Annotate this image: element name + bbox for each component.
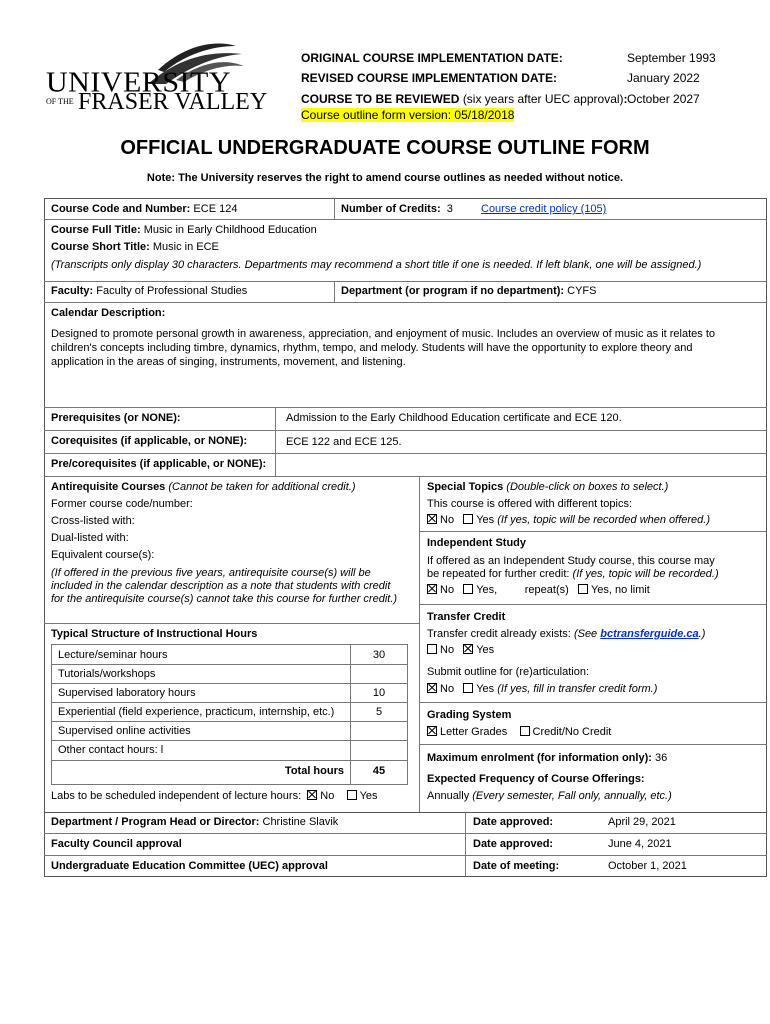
form-version: Course outline form version: 05/18/2018: [301, 108, 515, 122]
review-date-note: (six years after UEC approval): [462, 92, 624, 106]
transfer-no-checkbox[interactable]: [427, 644, 437, 654]
department-value[interactable]: CYFS: [567, 285, 597, 297]
faculty: [51, 285, 247, 299]
hours-row-label: Experiential (field experience, practicum, internship, etc.): [58, 706, 335, 718]
special-no-label: No: [440, 514, 455, 526]
independent-no-label: No: [440, 584, 455, 596]
max-enrolment: [427, 752, 667, 766]
equivalent-courses: Equivalent course(s):: [51, 549, 155, 561]
independent-yes-label: Yes,: [476, 584, 498, 596]
transfer-submit-label: Submit outline for (re)articulation:: [427, 666, 590, 678]
frequency-value[interactable]: Annually: [427, 790, 470, 802]
transfer-exists-options: [427, 644, 494, 658]
original-date-label: ORIGINAL COURSE IMPLEMENTATION DATE:: [301, 51, 563, 65]
approval-right-label: Date of meeting:: [473, 860, 560, 872]
special-yes-checkbox[interactable]: [463, 514, 473, 524]
hours-row-value[interactable]: 30: [372, 649, 386, 661]
special-topics-line: This course is offered with different topics:: [427, 498, 633, 510]
coreq-label: Corequisites (if applicable, or NONE):: [51, 435, 248, 447]
dual-listed: Dual-listed with:: [51, 532, 129, 544]
transfer-submit-options: [427, 683, 657, 697]
approval-left-label: Department / Program Head or Director:: [51, 816, 260, 828]
special-no-checkbox[interactable]: [427, 514, 437, 524]
revised-date-label: REVISED COURSE IMPLEMENTATION DATE:: [301, 71, 558, 85]
credits: [341, 203, 453, 217]
calendar-description[interactable]: Designed to promote personal growth in awareness, appreciation, and enjoyment of music. Includes an overview of music as it relates to children's concepts including timbre, dynamics, rhythm, tempo, and melody. Students will have the opportunity to explore theory and application in the areas of singing, instruments, movement, and listening.: [51, 328, 716, 368]
independent-nolimit-label: Yes, no limit: [590, 584, 650, 596]
full-title: [51, 224, 317, 238]
approval-right-label: Date approved:: [473, 838, 554, 850]
calendar-label: Calendar Description:: [51, 307, 166, 319]
transfer-exists-label: Transfer credit already exists:: [427, 628, 571, 640]
hours-row-value[interactable]: 10: [372, 687, 386, 699]
credits-value[interactable]: 3: [446, 203, 453, 215]
independent-nolimit-checkbox[interactable]: [578, 584, 588, 594]
transfer-credit-label: Transfer Credit: [427, 611, 506, 623]
letter-grades-checkbox[interactable]: [427, 726, 437, 736]
full-title-label: Course Full Title:: [51, 224, 141, 236]
transfer-see-text: (See: [573, 628, 598, 640]
original-date-value: September 1993: [627, 51, 716, 65]
approval-left-label: Faculty Council approval: [51, 838, 182, 850]
approval-right-value[interactable]: October 1, 2021: [608, 860, 687, 872]
transfer-close-text: .): [698, 628, 706, 640]
former-code: Former course code/number:: [51, 498, 193, 510]
antireq-label: Antirequisite Courses: [51, 481, 166, 493]
cross-listed: Cross-listed with:: [51, 515, 135, 527]
credit-no-credit-label: Credit/No Credit: [532, 726, 612, 738]
independent-options: [427, 584, 650, 598]
submit-yes-checkbox[interactable]: [463, 683, 473, 693]
frequency-line: [427, 790, 672, 804]
revised-date-value: January 2022: [627, 71, 700, 85]
faculty-value[interactable]: Faculty of Professional Studies: [96, 285, 248, 297]
grading-options: [427, 726, 611, 740]
review-date-value: October 2027: [627, 92, 700, 106]
department: [341, 285, 596, 299]
max-enrolment-value[interactable]: 36: [654, 752, 668, 764]
independent-no-checkbox[interactable]: [427, 584, 437, 594]
labs-yes-label: Yes: [359, 790, 378, 802]
approval-row: [51, 860, 328, 874]
review-date-label: COURSE TO BE REVIEWED: [301, 92, 460, 106]
hours-row-label: Lecture/seminar hours: [58, 649, 168, 661]
credit-no-credit-checkbox[interactable]: [520, 726, 530, 736]
independent-line-2: [427, 568, 719, 582]
labs-line: [51, 790, 378, 804]
hours-row-label: Tutorials/workshops: [58, 668, 156, 680]
short-title-label: Course Short Title:: [51, 241, 150, 253]
approval-right-value[interactable]: April 29, 2021: [608, 816, 676, 828]
approval-right-label: Date approved:: [473, 816, 554, 828]
hours-title: Typical Structure of Instructional Hours: [51, 628, 258, 640]
course-code: [51, 203, 237, 217]
total-hours-label: Total hours: [284, 765, 344, 777]
bctransferguide-link[interactable]: bctransferguide.ca: [600, 628, 699, 640]
labs-label: Labs to be scheduled independent of lecture hours:: [51, 790, 302, 802]
approval-left-label: Undergraduate Education Committee (UEC) approval: [51, 860, 328, 872]
precoreq-label: Pre/corequisites (if applicable, or NONE):: [51, 458, 267, 470]
frequency-note: (Every semester, Fall only, annually, etc.): [472, 790, 672, 802]
approval-row: [51, 816, 338, 830]
prereq-value[interactable]: Admission to the Early Childhood Education certificate and ECE 120.: [286, 412, 622, 424]
submit-no-label: No: [440, 683, 455, 695]
labs-no-label: No: [320, 790, 335, 802]
approval-row: [51, 838, 182, 852]
short-title: [51, 241, 219, 255]
review-date-colon: :: [623, 92, 628, 106]
transfer-yes-checkbox[interactable]: [463, 644, 473, 654]
transfer-line-1: [427, 628, 705, 642]
special-topics-options: [427, 514, 710, 528]
logo-university-text: UNIVERSITY: [46, 66, 231, 99]
grading-system-label: Grading System: [427, 709, 512, 721]
coreq-value[interactable]: ECE 122 and ECE 125.: [286, 436, 402, 448]
credits-label: Number of Credits:: [341, 203, 441, 215]
submit-yes-note: (If yes, fill in transfer credit form.): [497, 683, 658, 695]
hours-row-value[interactable]: 5: [375, 706, 383, 718]
transcript-note: (Transcripts only display 30 characters. Departments may recommend a short title if one is needed. If left blank, one will be assigned.): [51, 259, 702, 271]
independent-line-1: If offered as an Independent Study course, this course may: [427, 555, 715, 567]
course-code-value[interactable]: ECE 124: [193, 203, 238, 215]
independent-yes-checkbox[interactable]: [463, 584, 473, 594]
short-title-value[interactable]: Music in ECE: [152, 241, 219, 253]
prereq-label: Prerequisites (or NONE):: [51, 412, 181, 424]
special-yes-note: (If yes, topic will be recorded when offered.): [497, 514, 711, 526]
review-date-line: [301, 93, 628, 105]
max-enrolment-label: Maximum enrolment (for information only):: [427, 752, 652, 764]
labs-no-checkbox[interactable]: [307, 790, 317, 800]
department-label: Department (or program if no department):: [341, 285, 565, 297]
approval-right-value[interactable]: June 4, 2021: [608, 838, 672, 850]
faculty-label: Faculty:: [51, 285, 94, 297]
labs-yes-checkbox[interactable]: [347, 790, 357, 800]
transfer-yes-label: Yes: [476, 644, 495, 656]
hours-row-label: Supervised online activities: [58, 725, 191, 737]
independent-line-2b: (If yes, topic will be recorded.): [572, 568, 719, 580]
total-hours-value[interactable]: 45: [372, 765, 386, 777]
logo-fraser-valley-text: FRASER VALLEY: [78, 89, 268, 115]
antireq-note-1: (If offered in the previous five years, antirequisite course(s) will be: [51, 567, 371, 579]
independent-repeat-label: repeat(s): [524, 584, 569, 596]
page-title: OFFICIAL UNDERGRADUATE COURSE OUTLINE FORM: [120, 137, 650, 159]
antireq-note: (Cannot be taken for additional credit.): [168, 481, 356, 493]
special-topics-label: Special Topics: [427, 481, 504, 493]
transfer-no-label: No: [440, 644, 455, 656]
letter-grades-label: Letter Grades: [440, 726, 508, 738]
credit-policy-link[interactable]: Course credit policy (105): [481, 203, 607, 215]
antireq-note-2: included in the calendar description as a note that students with credit: [51, 580, 391, 592]
hours-row-label: Supervised laboratory hours: [58, 687, 196, 699]
approval-left-value[interactable]: Christine Slavik: [262, 816, 339, 828]
submit-yes-label: Yes: [476, 683, 495, 695]
course-code-label: Course Code and Number:: [51, 203, 191, 215]
special-topics-heading: [427, 481, 668, 495]
full-title-value[interactable]: Music in Early Childhood Education: [143, 224, 317, 236]
amend-note: Note: The University reserves the right to amend course outlines as needed without notice.: [146, 172, 624, 184]
frequency-label: Expected Frequency of Course Offerings:: [427, 773, 645, 785]
submit-no-checkbox[interactable]: [427, 683, 437, 693]
antireq-heading: [51, 481, 355, 495]
logo-of-the-text: OF THE: [46, 97, 74, 106]
independent-line-2a: be repeated for further credit:: [427, 568, 570, 580]
hours-row-label: Other contact hours: l: [58, 744, 164, 756]
special-topics-note: (Double-click on boxes to select.): [506, 481, 669, 493]
antireq-note-3: for the antirequisite course(s) cannot take this course for further credit.): [51, 593, 398, 605]
independent-study-label: Independent Study: [427, 537, 526, 549]
special-yes-label: Yes: [476, 514, 495, 526]
